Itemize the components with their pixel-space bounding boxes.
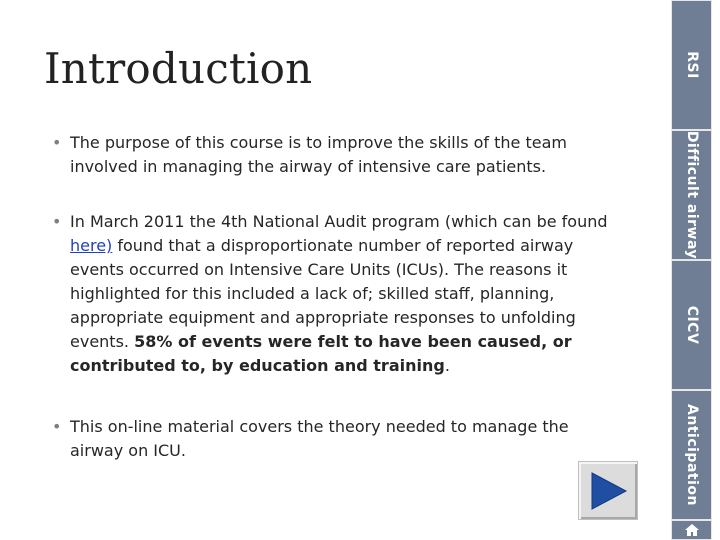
audit-link[interactable]: here) xyxy=(70,236,113,255)
bullet-text: This on-line material covers the theory needed to manage the airway on ICU. xyxy=(70,417,569,460)
bullet-text-emphasis: 58% of events were felt to have been caused, or contributed to, by education and training xyxy=(70,332,572,375)
tab-label: Difficult airway xyxy=(683,130,700,260)
tab-rsi[interactable] xyxy=(671,0,712,130)
bullet-text-intro: In March 2011 the 4th National Audit program (which can be found xyxy=(70,212,608,231)
bullet-text-end: . xyxy=(444,356,450,375)
bullet-item-coverage xyxy=(52,415,612,463)
tab-label: Anticipation xyxy=(683,404,700,506)
tab-label: CICV xyxy=(683,305,700,345)
play-triangle-icon xyxy=(590,471,628,511)
tab-anticipation[interactable] xyxy=(671,390,712,520)
next-button[interactable] xyxy=(578,461,638,520)
bullet-text: The purpose of this course is to improve the skills of the team involved in managing the airway of intensive care patients. xyxy=(70,133,567,176)
bullet-dot: • xyxy=(52,417,62,436)
bullet-item-audit xyxy=(52,210,612,378)
tab-difficult-airway[interactable] xyxy=(671,130,712,260)
home-icon xyxy=(685,524,699,536)
bullet-text-body: found that a disproportionate number of reported airway events occurred on Intensive Care Units (ICUs). The reasons it highlighted for this included a lack of; skilled staff, planning, appropriate equipment and appropriate responses to unfolding events. xyxy=(70,236,576,351)
bullet-dot: • xyxy=(52,133,62,152)
bullet-dot: • xyxy=(52,212,62,231)
tab-cicv[interactable] xyxy=(671,260,712,390)
bullet-item-purpose xyxy=(52,131,612,179)
bullet-text xyxy=(52,210,612,378)
slide-title: Introduction xyxy=(44,44,313,93)
home-button[interactable] xyxy=(671,520,712,540)
tab-label: RSI xyxy=(683,51,700,79)
